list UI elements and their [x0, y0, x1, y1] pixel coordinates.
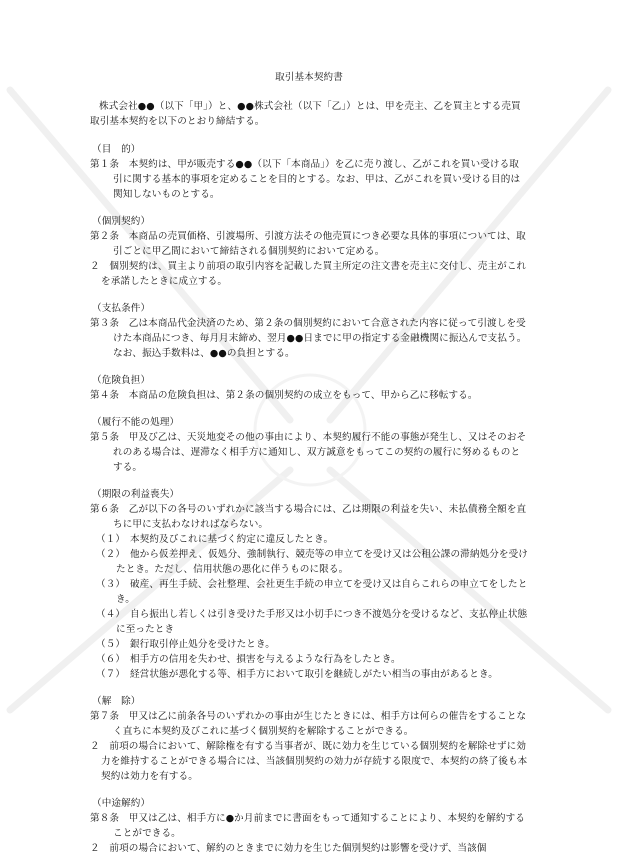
section-heading: （解 除）: [92, 696, 141, 707]
section-heading: （期限の利益喪失）: [92, 489, 180, 500]
intro-paragraph: 株式会社●●（以下「甲」）と、●●株式会社（以下「乙」）とは、甲を売主、乙を買主とする売買取引基本契約を以下のとおり締結する。: [90, 101, 521, 127]
article-section: [90, 142, 528, 202]
article-text: 第７条 甲又は乙に前条各号のいずれかの事由が生じたときには、相手方は何らの催告をすることなく直ちに本契約及びこれに基づく個別契約を解除することができる。: [90, 711, 527, 737]
document-title: 取引基本契約書: [275, 72, 343, 83]
list-item: （１） 本契約及びこれに基づく約定に違反したとき。: [96, 534, 334, 545]
section-heading: （履行不能の処理）: [92, 417, 180, 428]
article-section: [90, 373, 528, 403]
article-text: 第５条 甲及び乙は、天災地変その他の事由により、本契約履行不能の事態が発生し、又はそのおそれのある場合は、遅滞なく相手方に通知し、双方誠意をもってこの契約の履行に努めるものとする。: [90, 432, 527, 473]
sub-clause: ２ 前項の場合において、解約のときまでに効力を生じた個別契約は影響を受けず、当該個: [90, 843, 487, 854]
list-item: （７） 経営状態が悪化する等、相手方において取引を継続しがたい相当の事由があるとき。: [96, 669, 498, 680]
list-item: （３） 破産、再生手続、会社整理、会社更生手続の申立てを受け又は自らこれらの申立てをしたとき。: [96, 579, 528, 605]
article-text: 第４条 本商品の危険負担は、第２条の個別契約の成立をもって、甲から乙に移転する。: [90, 390, 478, 401]
article-section: [90, 415, 528, 475]
article-section: [90, 214, 528, 289]
section-heading: （目 的）: [92, 144, 141, 155]
article-section: [90, 301, 528, 361]
article-text: 第８条 甲又は乙は、相手方に●か月前までに書面をもって通知することにより、本契約を解約することができる。: [90, 813, 525, 839]
list-item: （６） 相手方の信用を失わせ、損害を与えるような行為をしたとき。: [96, 654, 401, 665]
article-section: [90, 487, 528, 682]
list-item: （４） 自ら振出し若しくは引き受けた手形又は小切手につき不渡処分を受けるなど、支払停止状態に至ったとき: [96, 609, 528, 635]
article-text: 第２条 本商品の売買価格、引渡場所、引渡方法その他売買につき必要な具体的事項については、取引ごとに甲乙間において締結される個別契約において定める。: [90, 231, 526, 257]
article-text: 第１条 本契約は、甲が販売する●●（以下「本商品」）を乙に売り渡し、乙がこれを買い受ける取引に関する基本的事項を定めることを目的とする。なお、甲は、乙がこれを買い受ける目的は関知しないものとする。: [90, 159, 521, 200]
sub-clause: ２ 前項の場合において、解除権を有する当事者が、既に効力を生じている個別契約を解除せずに効力を維持することができる場合には、当該個別契約の効力が存続する限度で、本契約の終了後も本契約は効力を有する。: [90, 741, 528, 782]
sub-clause: ２ 個別契約は、買主より前項の取引内容を記載した買主所定の注文書を売主に交付し、売主がこれを承諾したときに成立する。: [90, 261, 527, 287]
section-heading: （個別契約）: [92, 216, 151, 227]
list-item: （２） 他から仮差押え、仮処分、強制執行、競売等の申立てを受け又は公租公課の滞納処分を受けたとき。ただし、信用状態の悪化に伴うものに限る。: [96, 549, 528, 575]
article-text: 第３条 乙は本商品代金決済のため、第２条の個別契約において合意された内容に従って引渡しを受けた本商品につき、毎月月末締め、翌月●●日までに甲の指定する金融機関に振込んで支払う。なお、振込手数料は、●●の負担とする。: [90, 318, 527, 359]
section-heading: （危険負担）: [92, 375, 151, 386]
article-text: 第６条 乙が以下の各号のいずれかに該当する場合には、乙は期限の利益を失い、未払債務全額を直ちに甲に支払わなければならない。: [90, 504, 527, 530]
list-item: （５） 銀行取引停止処分を受けたとき。: [96, 639, 275, 650]
document-page: [90, 70, 528, 868]
section-heading: （中途解約）: [92, 798, 151, 809]
article-section: [90, 694, 528, 784]
section-heading: （支払条件）: [92, 303, 151, 314]
article-section: [90, 796, 528, 856]
sections-container: [90, 142, 528, 856]
